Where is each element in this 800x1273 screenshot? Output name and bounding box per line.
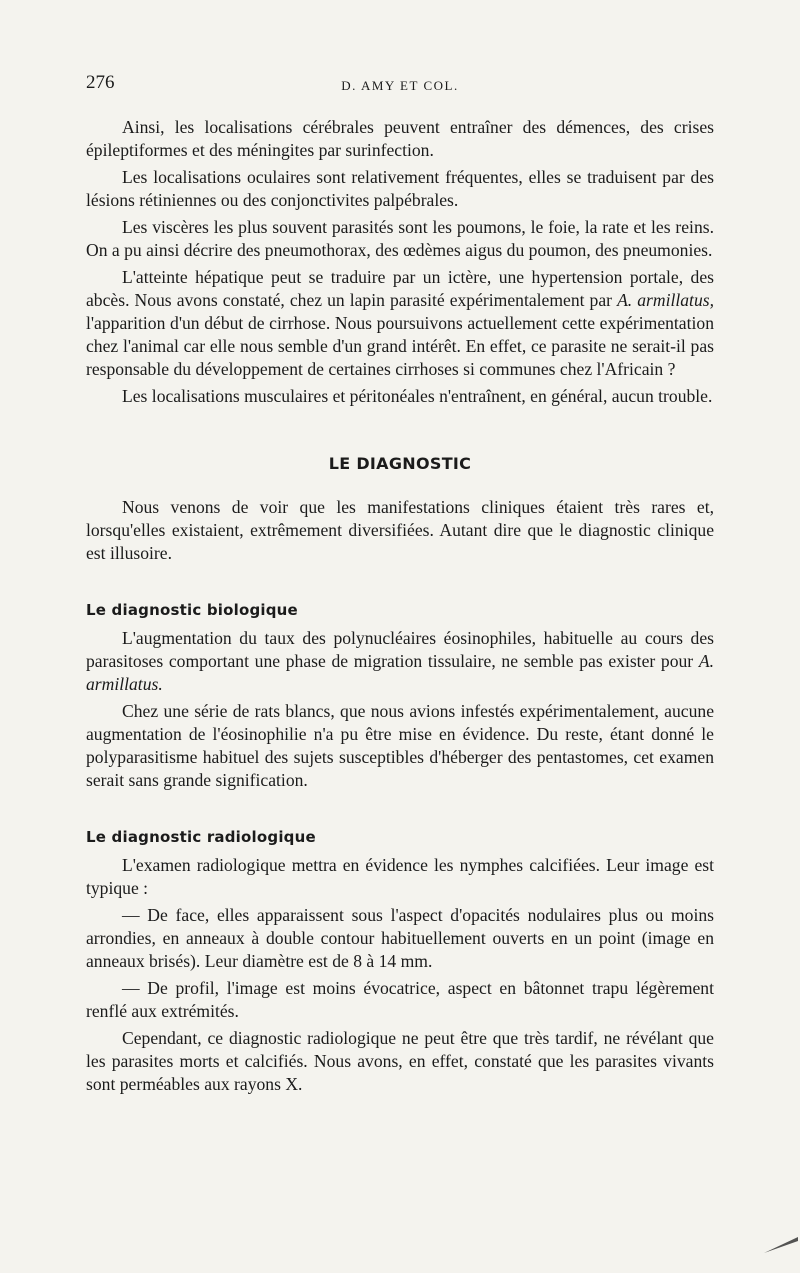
subsection-title-radiological: Le diagnostic radiologique	[86, 828, 316, 846]
paragraph-biological-2: Chez une série de rats blancs, que nous avions infestés expérimentalement, aucune augmentation de l'éosinophilie n'a pu être mise en évidence. Du reste, étant donné le polyparasitisme habituel des sujets susceptibles d'héberger des pentastomes, cet examen serait sans grande signification.	[86, 701, 714, 790]
paragraph-viscera: Les viscères les plus souvent parasités sont les poumons, le foie, la rate et les reins. On a pu ainsi décrire des pneumothorax, des œdèmes aigus du poumon, des pneumonies.	[86, 217, 714, 260]
subsection-title-biological: Le diagnostic biologique	[86, 601, 298, 619]
paragraph-cerebral: Ainsi, les localisations cérébrales peuvent entraîner des démences, des crises épileptiformes et des méningites par surinfection.	[86, 117, 714, 160]
running-head: D. AMY ET COL.	[341, 78, 459, 93]
page-header	[86, 72, 714, 98]
paragraph-hepatic-part2: l'apparition d'un début de cirrhose. Nous poursuivons actuellement cette expérimentation chez l'animal car elle nous semble d'un grand intérêt. En effet, ce parasite ne serait-il pas responsable du développement de certaines cirrhoses si communes chez l'Africain ?	[86, 313, 714, 379]
paragraph-biological-1-text: L'augmentation du taux des polynucléaires éosinophiles, habituelle au cours des parasitoses comportant une phase de migration tissulaire, ne semble pas exister pour	[86, 628, 714, 671]
paragraph-radiological-conclusion: Cependant, ce diagnostic radiologique ne peut être que très tardif, ne révélant que les parasites morts et calcifiés. Nous avons, en effet, constaté que les parasites vivants sont perméables aux rayons X.	[86, 1028, 714, 1094]
paragraph-biological-1	[86, 627, 714, 696]
paragraph-hepatic-part1: L'atteinte hépatique peut se traduire par un ictère, une hypertension portale, des abcès. Nous avons constaté, chez un lapin parasité expérimentalement par	[86, 267, 714, 310]
section-title: LE DIAGNOSTIC	[328, 454, 472, 473]
paragraph-muscular: Les localisations musculaires et péritonéales n'entraînent, en général, aucun trouble.	[122, 386, 713, 406]
species-name: A. armillatus,	[617, 290, 714, 310]
paragraph-hepatic	[86, 266, 714, 381]
paragraph-radiological-profile: — De profil, l'image est moins évocatrice, aspect en bâtonnet trapu légèrement renflé aux extrémités.	[86, 978, 714, 1021]
page-number: 276	[86, 72, 115, 93]
paragraph-radiological-face: — De face, elles apparaissent sous l'aspect d'opacités nodulaires plus ou moins arrondies, en anneaux à double contour habituellement ouverts en un point (image en anneaux brisés). Leur diamètre est de 8 à 14 mm.	[86, 905, 714, 971]
paragraph-radiological-1: L'examen radiologique mettra en évidence les nymphes calcifiées. Leur image est typique :	[86, 855, 714, 898]
section-intro: Nous venons de voir que les manifestations cliniques étaient très rares et, lorsqu'elles existaient, extrêmement diversifiées. Autant dire que le diagnostic clinique est illusoire.	[86, 497, 714, 563]
paragraph-ocular: Les localisations oculaires sont relativement fréquentes, elles se traduisent par des lésions rétiniennes ou des conjonctivites palpébrales.	[86, 167, 714, 210]
species-name-2: A. armillatus.	[86, 651, 714, 694]
page-corner-mark	[760, 1235, 800, 1255]
body-text	[86, 116, 714, 1100]
